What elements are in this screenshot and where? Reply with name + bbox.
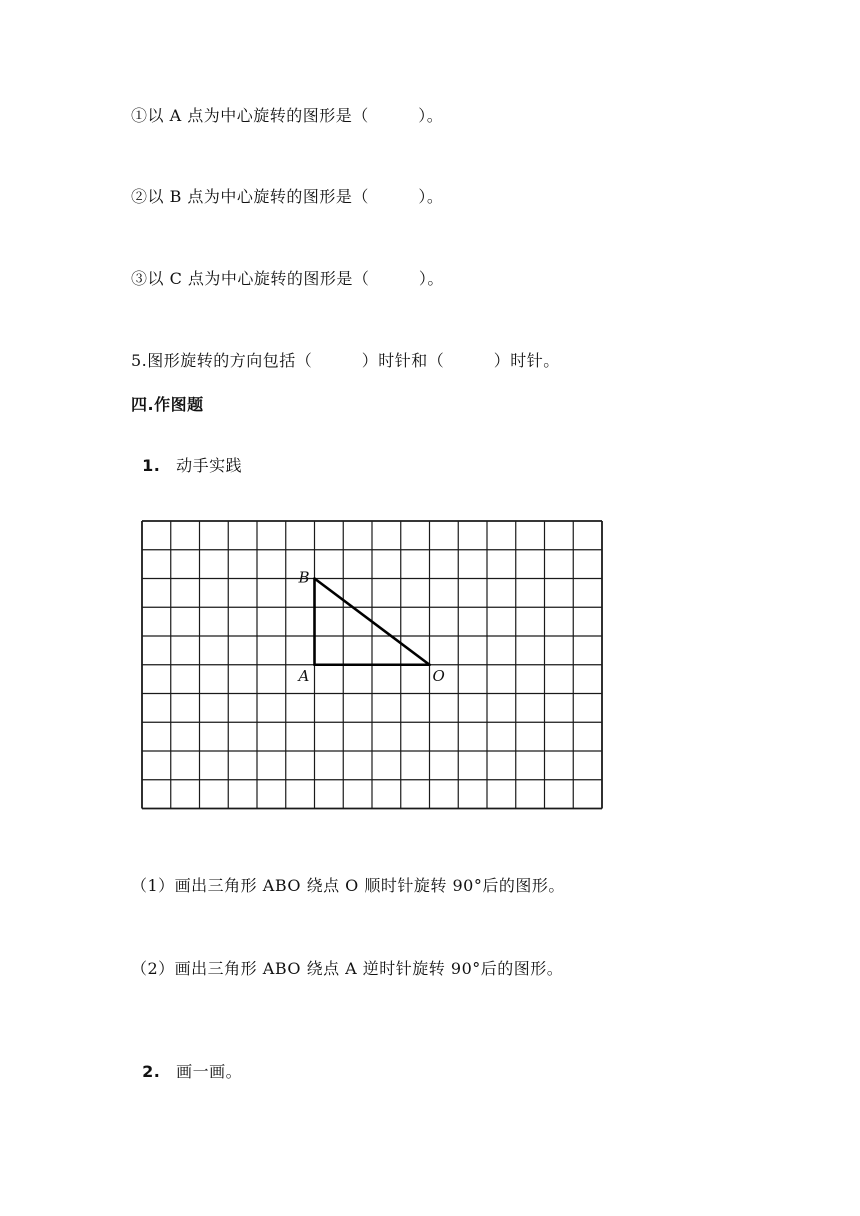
grid-canvas bbox=[136, 515, 612, 815]
task-1-number: 1. bbox=[142, 456, 161, 475]
point-labels bbox=[297, 569, 445, 685]
triangle-grid-figure bbox=[136, 515, 612, 815]
question-rotation-directions: 5.图形旋转的方向包括（ ）时针和（ ）时针。 bbox=[131, 351, 560, 370]
task-1-subquestion-1: （1）画出三角形 ABO 绕点 O 顺时针旋转 90°后的图形。 bbox=[131, 876, 565, 895]
question-rotate-about-b: ②以 B 点为中心旋转的图形是（ ）。 bbox=[131, 187, 444, 206]
task-2-title: 画一画。 bbox=[176, 1062, 243, 1081]
point-label-b: B bbox=[298, 568, 310, 587]
task-1-heading bbox=[131, 436, 242, 476]
task-2-heading bbox=[131, 1042, 242, 1082]
task-1-subquestion-2: （2）画出三角形 ABO 绕点 A 逆时针旋转 90°后的图形。 bbox=[131, 959, 564, 978]
point-label-o: O bbox=[432, 666, 445, 685]
question-rotate-about-a: ①以 A 点为中心旋转的图形是（ ）。 bbox=[131, 106, 444, 125]
section-title: 四.作图题 bbox=[131, 395, 204, 414]
question-rotate-about-c: ③以 C 点为中心旋转的图形是（ ）。 bbox=[131, 269, 444, 288]
task-1-title: 动手实践 bbox=[176, 456, 243, 475]
task-2-number: 2. bbox=[142, 1062, 161, 1081]
point-label-a: A bbox=[298, 666, 310, 685]
